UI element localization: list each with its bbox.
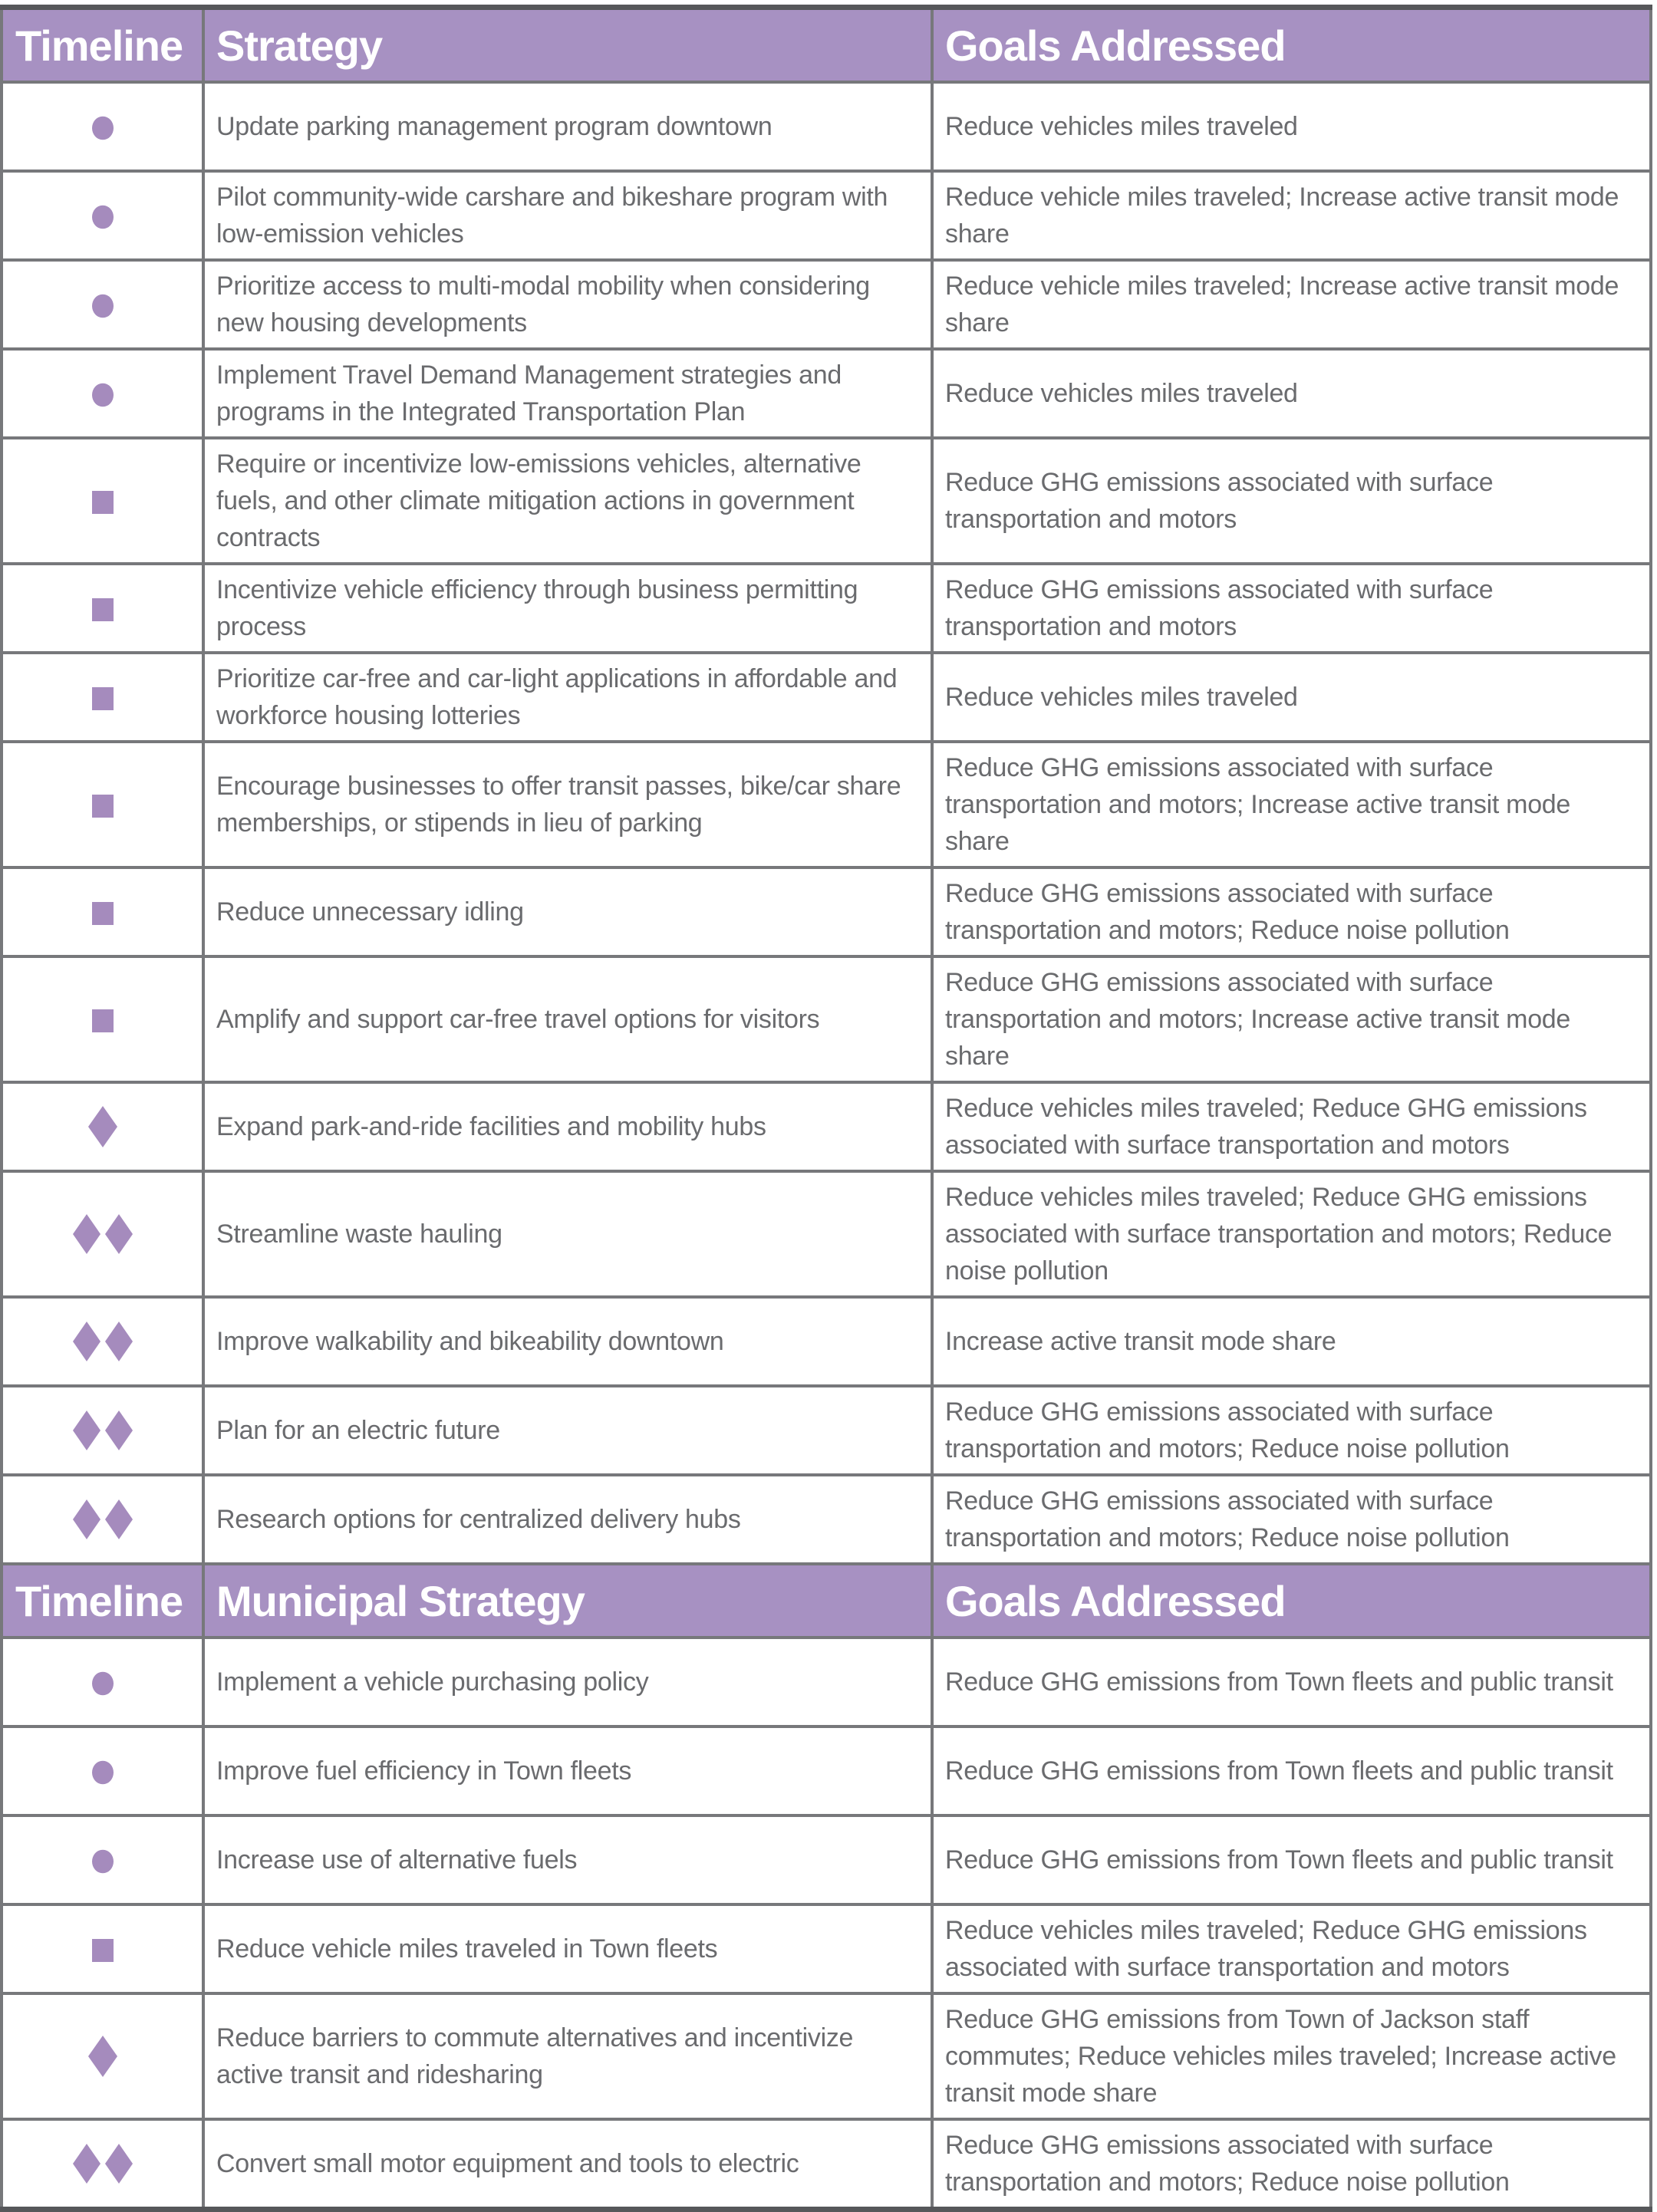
timeline-circle-icon	[91, 205, 114, 229]
strategy-cell: Expand park-and-ride facilities and mobility hubs	[203, 1082, 932, 1171]
timeline-cell	[2, 1171, 203, 1297]
strategy-cell: Reduce vehicle miles traveled in Town fleets	[203, 1904, 932, 1993]
strategy-cell: Implement Travel Demand Management strategies and programs in the Integrated Transportation Plan	[203, 349, 932, 438]
timeline-cell	[2, 171, 203, 260]
goals-cell: Reduce GHG emissions associated with surface transportation and motors; Reduce noise pollution	[932, 1386, 1651, 1475]
timeline-cell	[2, 2119, 203, 2210]
strategy-cell: Implement a vehicle purchasing policy	[203, 1638, 932, 1726]
table-row	[2, 564, 1651, 653]
goals-cell: Reduce vehicles miles traveled; Reduce GHG emissions associated with surface transportation and motors	[932, 1904, 1651, 1993]
goals-cell: Reduce GHG emissions associated with surface transportation and motors; Reduce noise pollution	[932, 867, 1651, 956]
column-header: Timeline	[2, 1564, 203, 1638]
table-row	[2, 2119, 1651, 2210]
strategy-cell: Update parking management program downtown	[203, 82, 932, 171]
strategy-cell: Prioritize access to multi-modal mobility when considering new housing developments	[203, 260, 932, 349]
timeline-cell	[2, 349, 203, 438]
table-row	[2, 1297, 1651, 1386]
timeline-circle-icon	[91, 294, 114, 318]
timeline-square-icon	[92, 1939, 114, 1962]
goals-cell: Reduce vehicles miles traveled	[932, 349, 1651, 438]
timeline-double-diamond-icon	[72, 1213, 133, 1255]
section-header-row	[2, 8, 1651, 83]
strategy-cell: Improve fuel efficiency in Town fleets	[203, 1726, 932, 1815]
timeline-circle-icon	[91, 116, 114, 140]
strategy-cell: Reduce barriers to commute alternatives and incentivize active transit and ridesharing	[203, 1993, 932, 2119]
timeline-circle-icon	[91, 1671, 114, 1696]
strategy-cell: Research options for centralized delivery hubs	[203, 1475, 932, 1564]
strategy-cell: Amplify and support car-free travel options for visitors	[203, 956, 932, 1082]
goals-cell: Increase active transit mode share	[932, 1297, 1651, 1386]
table-row	[2, 867, 1651, 956]
column-header: Strategy	[203, 8, 932, 83]
timeline-cell	[2, 260, 203, 349]
column-header: Goals Addressed	[932, 8, 1651, 83]
strategy-cell: Incentivize vehicle efficiency through business permitting process	[203, 564, 932, 653]
timeline-cell	[2, 82, 203, 171]
goals-cell: Reduce GHG emissions associated with surface transportation and motors; Reduce noise pollution	[932, 1475, 1651, 1564]
table-row	[2, 438, 1651, 564]
strategy-cell: Reduce unnecessary idling	[203, 867, 932, 956]
table-row	[2, 349, 1651, 438]
table-row	[2, 1993, 1651, 2119]
table-row	[2, 260, 1651, 349]
timeline-square-icon	[92, 598, 114, 621]
strategy-cell: Increase use of alternative fuels	[203, 1815, 932, 1904]
timeline-square-icon	[92, 687, 114, 710]
goals-cell: Reduce vehicles miles traveled; Reduce GHG emissions associated with surface transportation and motors	[932, 1082, 1651, 1171]
table-row	[2, 1815, 1651, 1904]
timeline-double-diamond-icon	[72, 1410, 133, 1451]
strategy-cell: Improve walkability and bikeability downtown	[203, 1297, 932, 1386]
timeline-square-icon	[92, 902, 114, 925]
goals-cell: Reduce GHG emissions associated with surface transportation and motors; Increase active transit mode share	[932, 956, 1651, 1082]
goals-cell: Reduce GHG emissions from Town fleets and public transit	[932, 1726, 1651, 1815]
goals-cell: Reduce vehicles miles traveled; Reduce GHG emissions associated with surface transportation and motors; Reduce noise pollution	[932, 1171, 1651, 1297]
goals-cell: Reduce GHG emissions from Town fleets and public transit	[932, 1638, 1651, 1726]
goals-cell: Reduce vehicles miles traveled	[932, 82, 1651, 171]
strategy-table	[0, 5, 1652, 2212]
timeline-cell	[2, 1386, 203, 1475]
goals-cell: Reduce vehicles miles traveled	[932, 653, 1651, 742]
timeline-diamond-icon	[87, 2035, 118, 2078]
timeline-cell	[2, 1904, 203, 1993]
column-header: Goals Addressed	[932, 1564, 1651, 1638]
timeline-circle-icon	[91, 1760, 114, 1785]
strategy-cell: Pilot community-wide carshare and bikeshare program with low-emission vehicles	[203, 171, 932, 260]
timeline-cell	[2, 742, 203, 867]
table-row	[2, 1386, 1651, 1475]
strategy-cell: Encourage businesses to offer transit passes, bike/car share memberships, or stipends in lieu of parking	[203, 742, 932, 867]
table-row	[2, 956, 1651, 1082]
goals-cell: Reduce GHG emissions from Town of Jackson staff commutes; Reduce vehicles miles traveled; Increase active transit mode share	[932, 1993, 1651, 2119]
table-row	[2, 1082, 1651, 1171]
goals-cell: Reduce GHG emissions from Town fleets and public transit	[932, 1815, 1651, 1904]
strategy-table-body	[2, 8, 1651, 2210]
timeline-circle-icon	[91, 383, 114, 407]
timeline-double-diamond-icon	[72, 1499, 133, 1540]
strategy-cell: Convert small motor equipment and tools to electric	[203, 2119, 932, 2210]
goals-cell: Reduce GHG emissions associated with surface transportation and motors	[932, 564, 1651, 653]
timeline-square-icon	[92, 795, 114, 818]
timeline-cell	[2, 867, 203, 956]
table-row	[2, 82, 1651, 171]
timeline-cell	[2, 1475, 203, 1564]
timeline-cell	[2, 653, 203, 742]
timeline-cell	[2, 956, 203, 1082]
timeline-cell	[2, 1993, 203, 2119]
timeline-cell	[2, 1297, 203, 1386]
timeline-cell	[2, 1726, 203, 1815]
strategy-cell: Prioritize car-free and car-light applications in affordable and workforce housing lotteries	[203, 653, 932, 742]
timeline-cell	[2, 564, 203, 653]
timeline-square-icon	[92, 1009, 114, 1032]
goals-cell: Reduce GHG emissions associated with surface transportation and motors	[932, 438, 1651, 564]
table-row	[2, 653, 1651, 742]
table-row	[2, 1726, 1651, 1815]
timeline-cell	[2, 1815, 203, 1904]
strategy-cell: Streamline waste hauling	[203, 1171, 932, 1297]
timeline-cell	[2, 1638, 203, 1726]
strategy-cell: Require or incentivize low-emissions vehicles, alternative fuels, and other climate mitigation actions in government contracts	[203, 438, 932, 564]
section-header-row	[2, 1564, 1651, 1638]
timeline-diamond-icon	[87, 1105, 118, 1148]
table-row	[2, 1475, 1651, 1564]
goals-cell: Reduce vehicle miles traveled; Increase active transit mode share	[932, 260, 1651, 349]
column-header: Timeline	[2, 8, 203, 83]
table-row	[2, 1171, 1651, 1297]
table-row	[2, 171, 1651, 260]
timeline-double-diamond-icon	[72, 1321, 133, 1362]
timeline-square-icon	[92, 491, 114, 514]
table-row	[2, 1904, 1651, 1993]
table-row	[2, 742, 1651, 867]
timeline-double-diamond-icon	[72, 2143, 133, 2184]
timeline-circle-icon	[91, 1849, 114, 1874]
strategy-cell: Plan for an electric future	[203, 1386, 932, 1475]
goals-cell: Reduce GHG emissions associated with surface transportation and motors; Increase active transit mode share	[932, 742, 1651, 867]
goals-cell: Reduce vehicle miles traveled; Increase active transit mode share	[932, 171, 1651, 260]
timeline-cell	[2, 1082, 203, 1171]
column-header: Municipal Strategy	[203, 1564, 932, 1638]
table-row	[2, 1638, 1651, 1726]
goals-cell: Reduce GHG emissions associated with surface transportation and motors; Reduce noise pollution	[932, 2119, 1651, 2210]
timeline-cell	[2, 438, 203, 564]
